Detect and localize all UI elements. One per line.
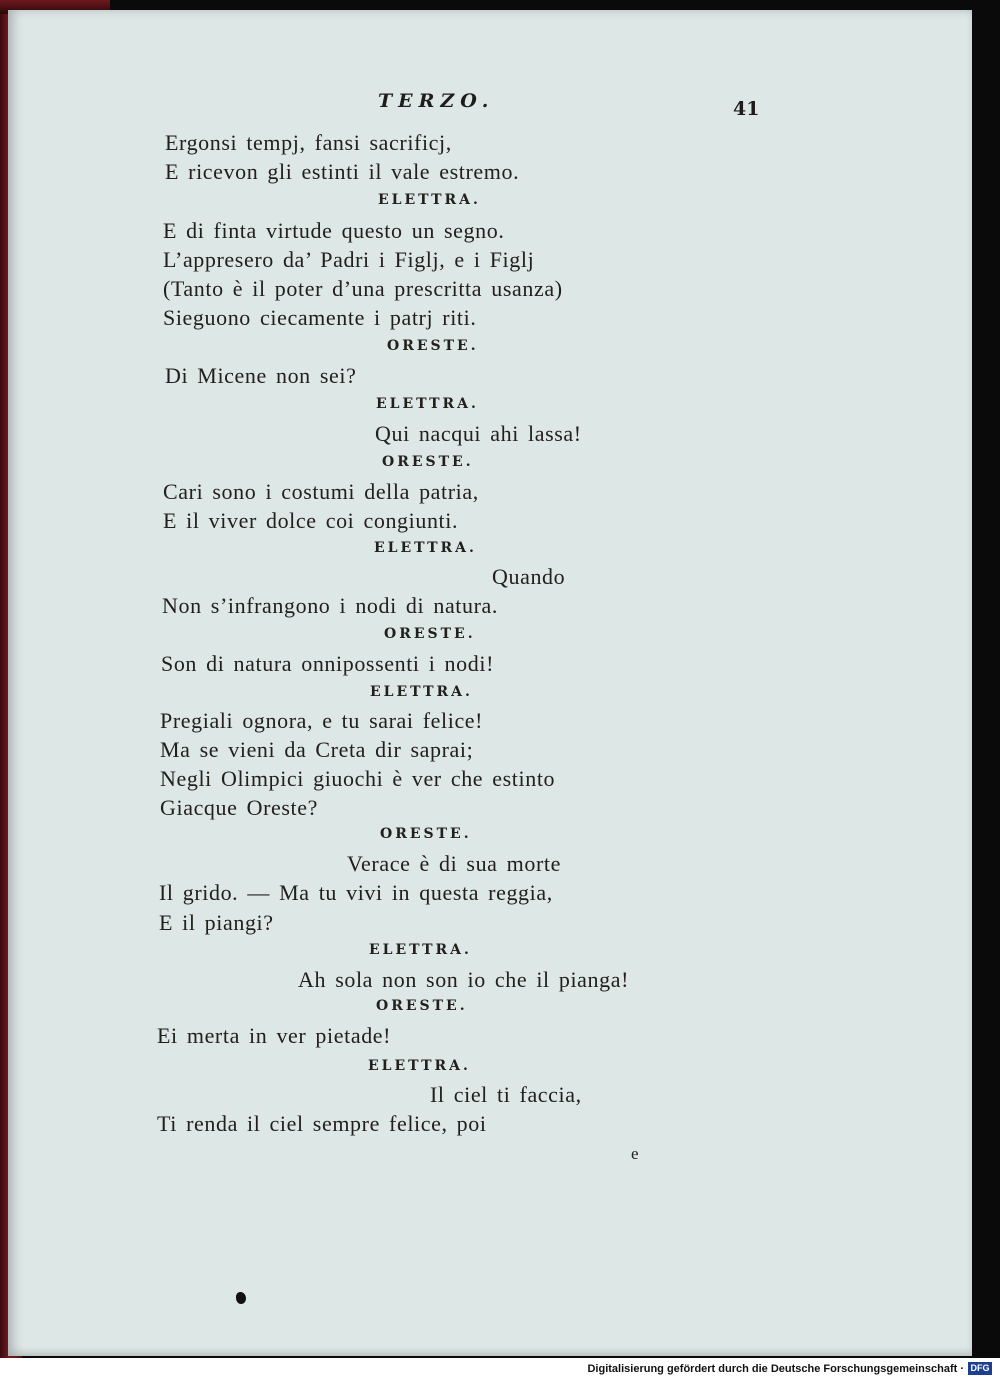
speaker-heading: ELETTRA.	[369, 942, 472, 958]
verse-line: Il ciel ti faccia,	[430, 1082, 582, 1107]
speaker-heading: ELETTRA.	[376, 396, 479, 412]
verse-line: Giacque Oreste?	[160, 795, 318, 820]
speaker-heading: ORESTE.	[387, 338, 479, 354]
running-head: TERZO.	[378, 90, 495, 112]
verse-line: Negli Olimpici giuochi è ver che estinto	[160, 766, 556, 791]
speaker-heading: ELETTRA.	[370, 684, 473, 700]
speaker-heading: ELETTRA.	[378, 192, 481, 208]
verse-line: Ti renda il ciel sempre felice, poi	[157, 1111, 487, 1136]
verse-line: Ah sola non son io che il pianga!	[298, 967, 630, 992]
verse-line: Quando	[492, 564, 566, 589]
verse-line: Ergonsi tempj, fansi sacrificj,	[165, 130, 452, 155]
dfg-logo: DFG	[968, 1362, 992, 1375]
verse-line: Sieguono ciecamente i patrj riti.	[163, 305, 477, 330]
verse-line: Di Micene non sei?	[165, 363, 357, 388]
verse-line: Cari sono i costumi della patria,	[163, 479, 479, 504]
verse-line: Non s’infrangono i nodi di natura.	[162, 593, 499, 618]
verse-line: L’appresero da’ Padri i Figlj, e i Figlj	[163, 247, 535, 272]
speaker-heading: ORESTE.	[376, 998, 468, 1014]
signature-mark: e	[631, 1144, 639, 1163]
speaker-heading: ORESTE.	[380, 826, 472, 842]
speaker-heading: ELETTRA.	[368, 1058, 471, 1074]
speaker-heading: ORESTE.	[382, 454, 474, 470]
speaker-heading: ELETTRA.	[374, 540, 477, 556]
verse-line: Il grido. — Ma tu vivi in questa reggia,	[159, 880, 553, 905]
ink-blot	[236, 1292, 246, 1304]
verse-line: Ei merta in ver pietade!	[157, 1023, 392, 1048]
book-page	[8, 10, 972, 1356]
digitization-credit: Digitalisierung gefördert durch die Deutsche Forschungsgemeinschaft ·	[587, 1363, 964, 1375]
verse-line: Qui nacqui ahi lassa!	[375, 421, 582, 446]
verse-line: E di finta virtude questo un segno.	[163, 218, 505, 243]
verse-line: Ma se vieni da Creta dir saprai;	[160, 737, 474, 762]
verse-line: Verace è di sua morte	[347, 851, 561, 876]
verse-line: E il piangi?	[159, 910, 274, 935]
verse-line: Pregiali ognora, e tu sarai felice!	[160, 708, 484, 733]
verse-line: (Tanto è il poter d’una prescritta usanza)	[163, 276, 563, 301]
speaker-heading: ORESTE.	[384, 626, 476, 642]
verse-line: E il viver dolce coi congiunti.	[163, 508, 459, 533]
verse-line: E ricevon gli estinti il vale estremo.	[165, 159, 520, 184]
page-number: 41	[733, 98, 760, 120]
verse-line: Son di natura onnipossenti i nodi!	[161, 651, 494, 676]
